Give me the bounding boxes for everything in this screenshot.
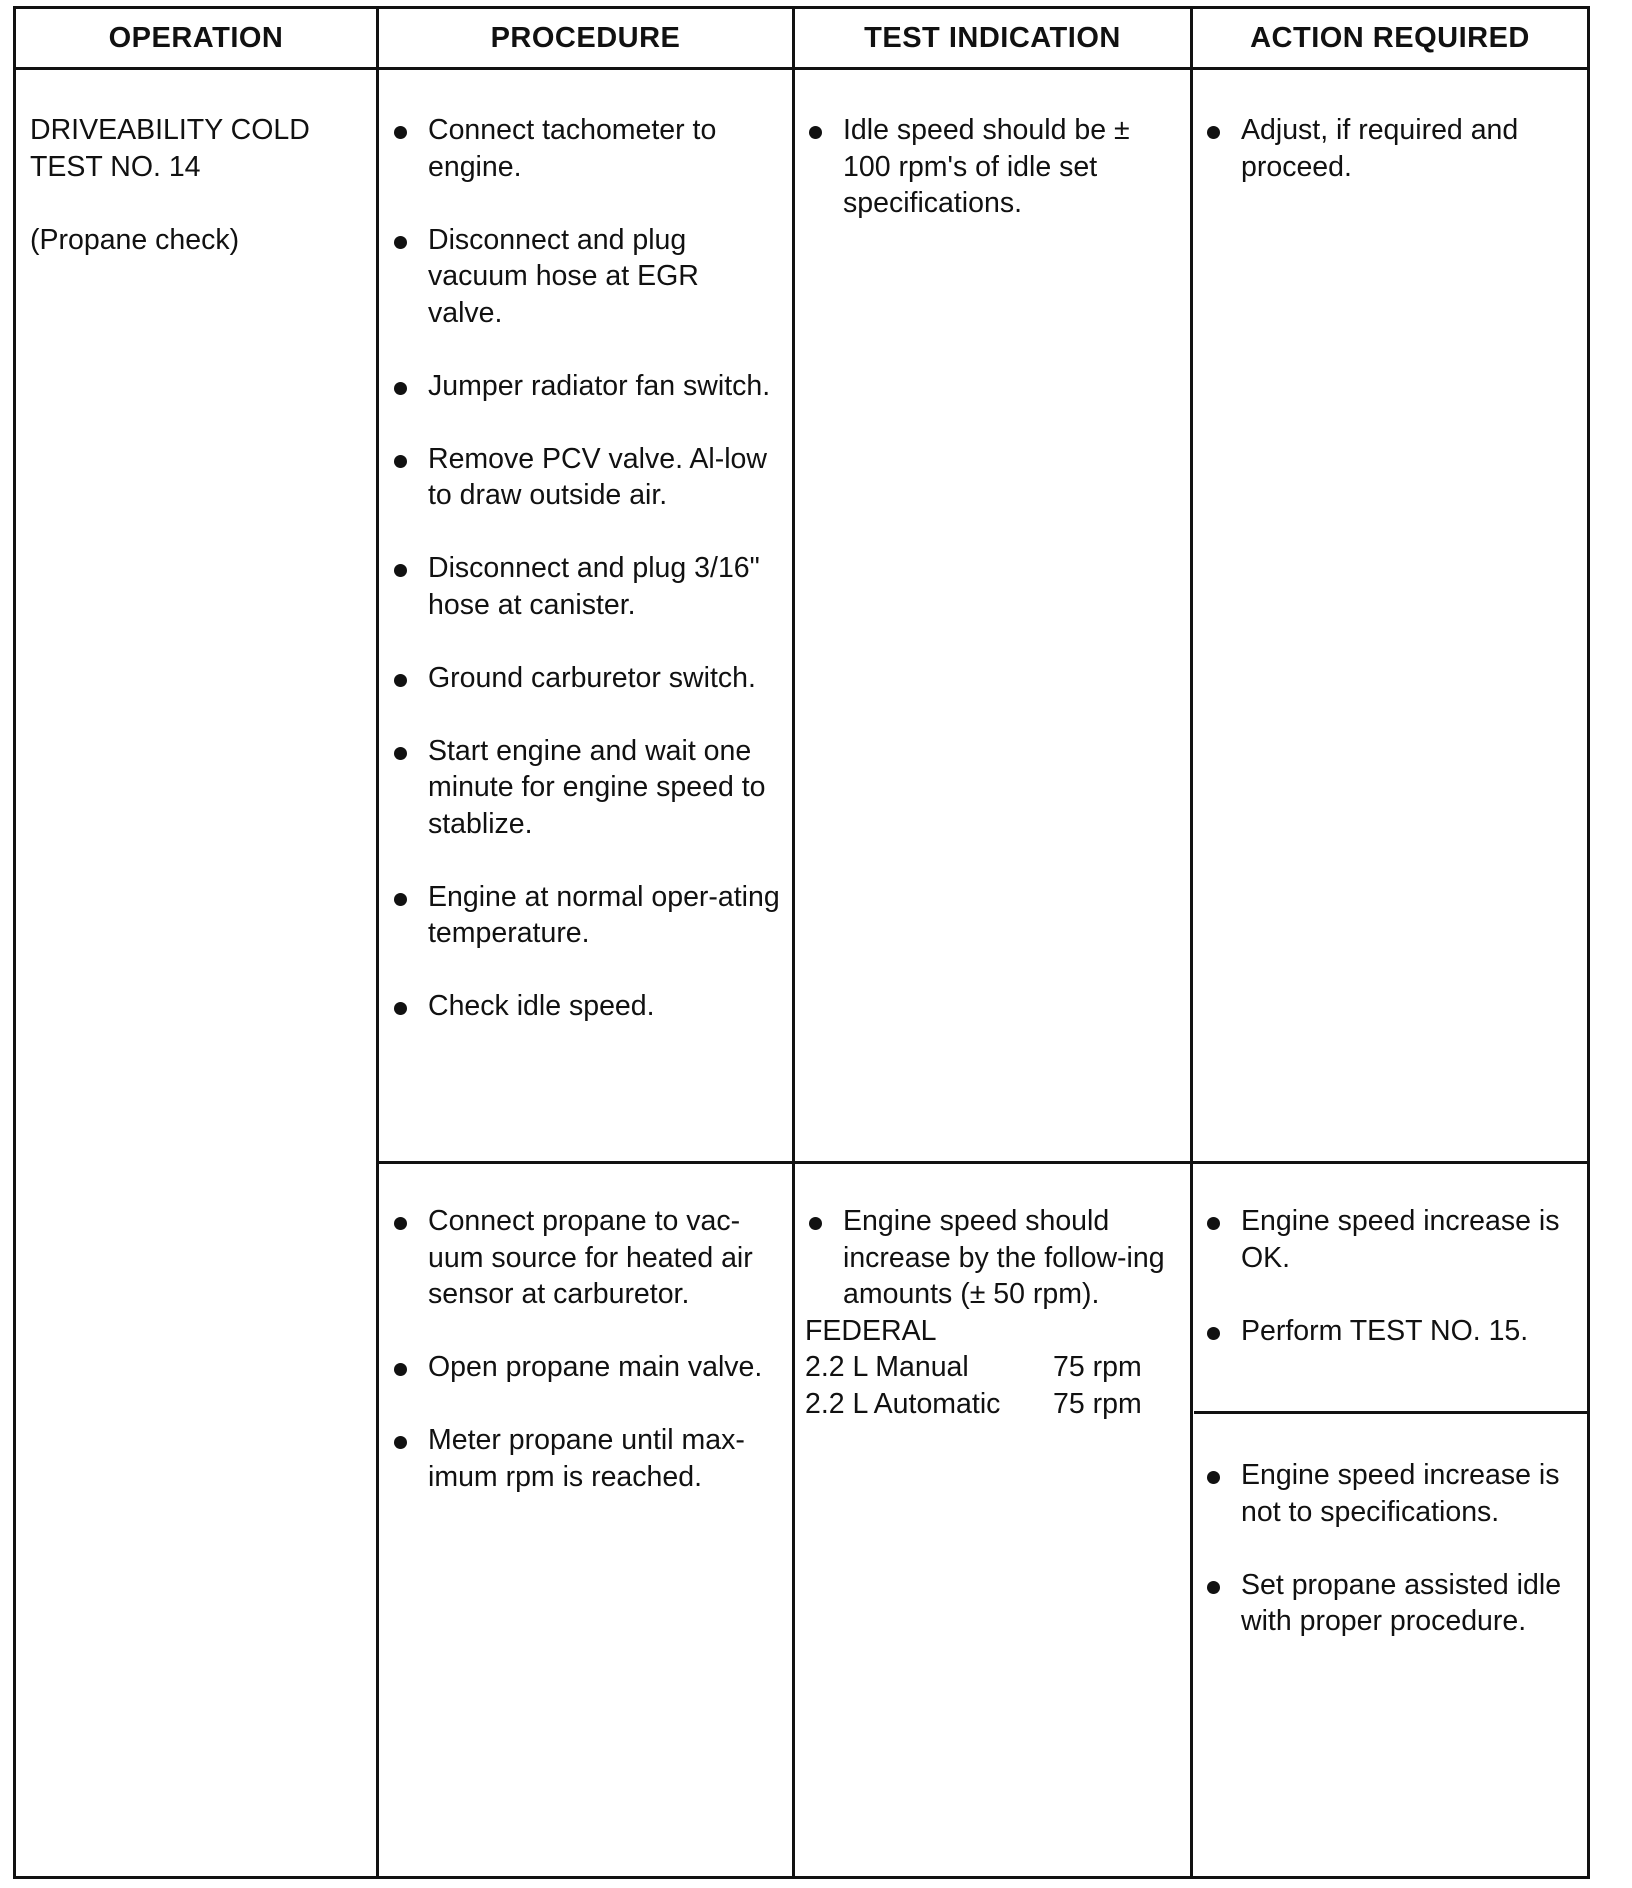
procedure-step: Disconnect and plug 3/16" hose at canister.: [390, 550, 780, 623]
action-item: Adjust, if required and proceed.: [1203, 112, 1581, 185]
action-cell-1: [1203, 112, 1581, 222]
table-left-border: [13, 6, 16, 1879]
spec-row: [805, 1349, 1180, 1386]
procedure-step: Check idle speed.: [390, 988, 780, 1025]
procedure-step: Start engine and wait one minute for engine speed to stablize.: [390, 733, 780, 843]
spec-label: 2.2 L Manual: [805, 1351, 969, 1383]
operation-cell: [30, 112, 370, 258]
action-item: Engine speed increase is OK.: [1203, 1203, 1581, 1276]
operation-title-line1: DRIVEABILITY COLD: [30, 114, 310, 146]
procedure-step: Remove PCV valve. Al-low to draw outside air.: [390, 441, 780, 514]
procedure-step: Engine at normal oper-ating temperature.: [390, 879, 780, 952]
procedure-step: Jumper radiator fan switch.: [390, 368, 780, 405]
test-indication-cell-2: [805, 1203, 1180, 1422]
procedure-step: Open propane main valve.: [390, 1349, 780, 1386]
procedure-step: Meter propane until max-imum rpm is reached.: [390, 1422, 780, 1495]
procedure-step: Disconnect and plug vacuum hose at EGR valve.: [390, 222, 780, 332]
spec-value: 75 rpm: [1053, 1351, 1142, 1383]
header-test-indication: TEST INDICATION: [864, 21, 1121, 54]
header-procedure: PROCEDURE: [490, 21, 681, 54]
test-indication-cell-1: [805, 112, 1180, 258]
spec-label: 2.2 L Automatic: [805, 1387, 1001, 1420]
procedure-step: Connect tachometer to engine.: [390, 112, 780, 185]
header-action-required: ACTION REQUIRED: [1250, 21, 1530, 54]
procedure-cell-2: [390, 1203, 780, 1532]
column-divider-1: [376, 6, 379, 1879]
section-divider: [377, 1161, 1590, 1164]
test-indication-item: Idle speed should be ± 100 rpm's of idle set specifications.: [805, 112, 1180, 222]
procedure-step: Ground carburetor switch.: [390, 660, 780, 697]
spec-row: [805, 1386, 1180, 1423]
procedure-cell-1: [390, 112, 780, 1061]
operation-note: (Propane check): [30, 223, 240, 256]
action-item: Perform TEST NO. 15.: [1203, 1313, 1581, 1350]
action-item: Engine speed increase is not to specifications.: [1203, 1457, 1581, 1530]
operation-title-line2: TEST NO. 14: [30, 150, 201, 183]
column-divider-3: [1190, 6, 1193, 1879]
action-item: Set propane assisted idle with proper procedure.: [1203, 1567, 1581, 1640]
header-operation: OPERATION: [108, 21, 284, 54]
procedure-step: Connect propane to vac-uum source for heated air sensor at carburetor.: [390, 1203, 780, 1313]
table-bottom-border: [13, 1876, 1590, 1879]
table-right-border: [1587, 6, 1590, 1879]
federal-label: FEDERAL: [805, 1314, 937, 1347]
action-divider: [1194, 1411, 1590, 1414]
test-indication-item: Engine speed should increase by the follow-ing amounts (± 50 rpm).: [805, 1203, 1180, 1313]
action-cell-ok: [1203, 1203, 1581, 1386]
action-cell-not-ok: [1203, 1457, 1581, 1676]
column-divider-2: [792, 6, 795, 1879]
spec-value: 75 rpm: [1053, 1387, 1142, 1420]
